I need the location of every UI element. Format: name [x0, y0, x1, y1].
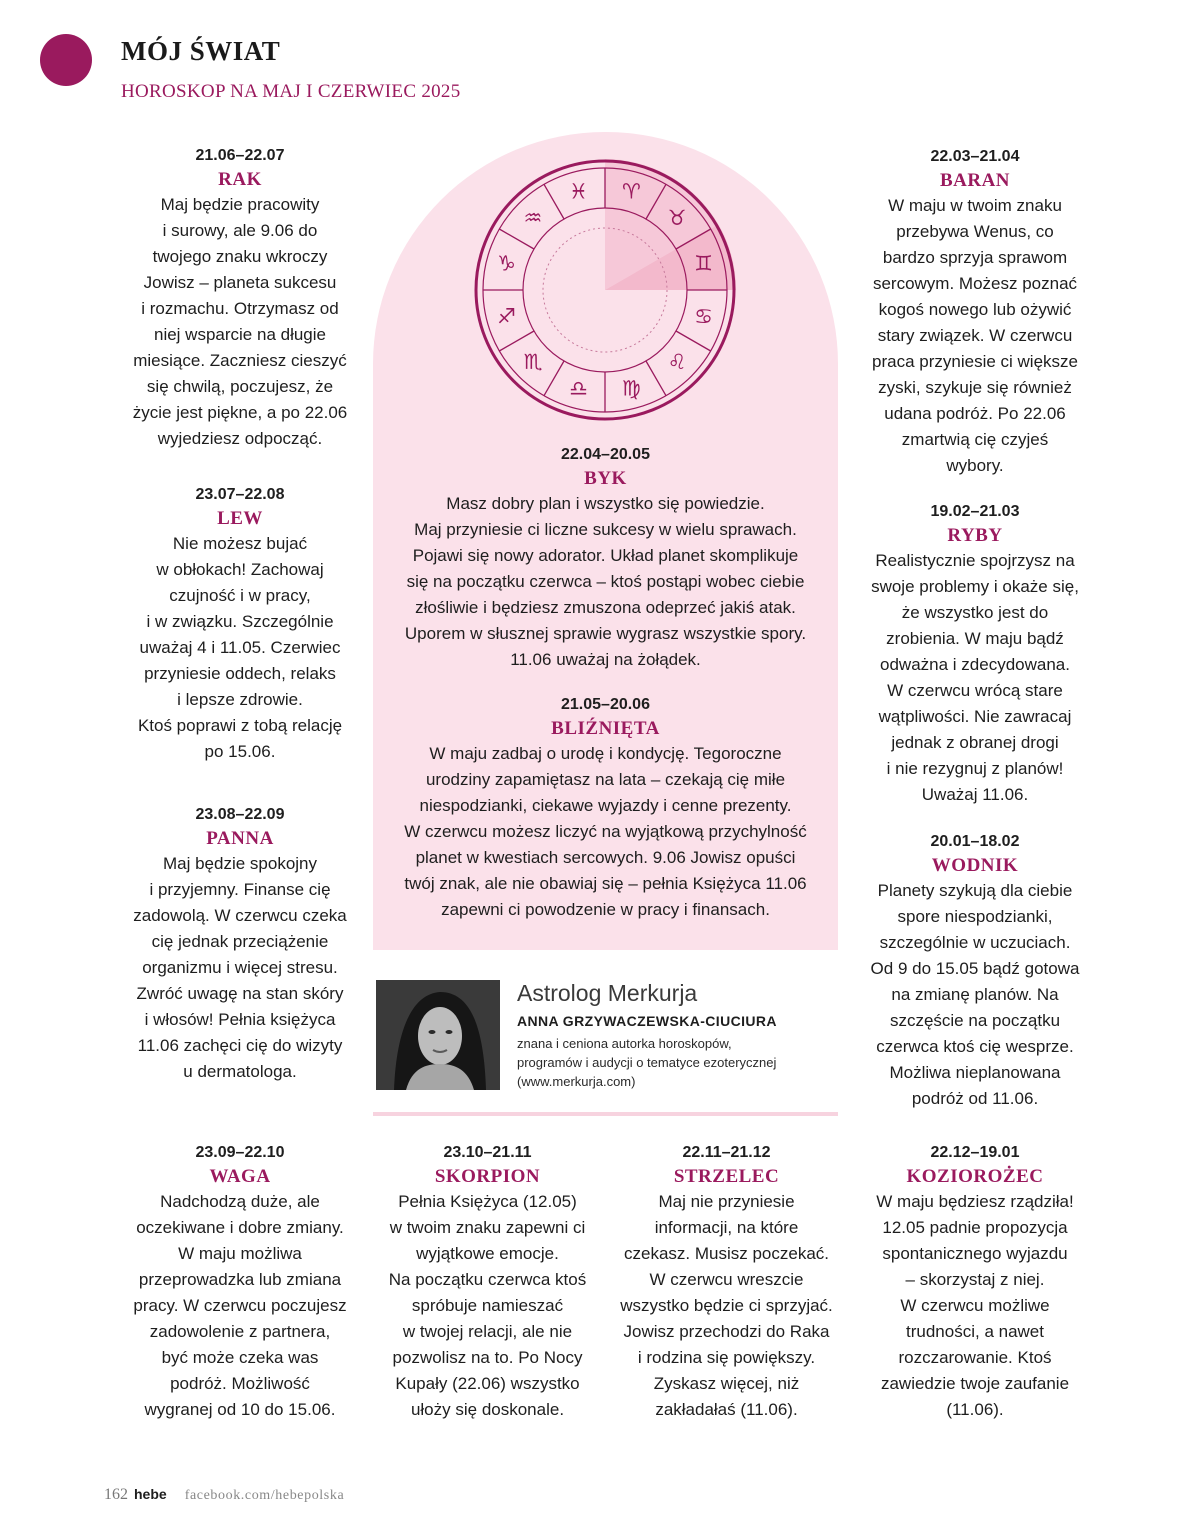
sign-text: Realistycznie spojrzysz na swoje problemy i okaże się, że wszystko jest do zrobienia. W maju bądź odważna i zdecydowana. W czerwcu wrócą stare wątpliwości. Nie zawracaj jednak z obranej drogi i nie rezygnuj z planów! Uważaj 11.06. [871, 551, 1079, 804]
sign-name: WAGA [209, 1166, 271, 1187]
sign-name: RYBY [947, 525, 1003, 546]
sign-dates: 23.10–21.11 [443, 1144, 532, 1161]
sign-koziorozec [845, 1142, 1105, 1423]
sign-byk [373, 444, 838, 673]
section-title: MÓJ ŚWIAT [121, 36, 281, 66]
sign-name: LEW [217, 508, 263, 529]
svg-text:♏: ♏ [523, 350, 543, 375]
sign-text: Planety szykują dla ciebie spore niespodzianki, szczególnie w uczuciach. Od 9 do 15.05 bądź gotowa na zmianę planów. Na szczęście na początku czerwca ktoś cię wesprze. Możliwa nieplanowana podróż od 11.06. [870, 881, 1080, 1108]
sign-panna [110, 804, 370, 1085]
author-title: Astrolog Merkurja [517, 980, 698, 1006]
svg-text:♒: ♒ [523, 205, 543, 230]
divider [373, 1112, 838, 1116]
sign-blizneta [373, 694, 838, 923]
sign-name: KOZIOROŻEC [906, 1166, 1044, 1187]
svg-text:♎: ♎ [569, 376, 589, 401]
sign-name: BLIŹNIĘTA [551, 718, 660, 739]
sign-dates: 22.03–21.04 [930, 148, 1020, 165]
sign-text: Nie możesz bujać w obłokach! Zachowaj czujność i w pracy, i w związku. Szczególnie uważaj 4 i 11.05. Czerwiec przyniesie oddech, relaks i lepsze zdrowie. Ktoś poprawi z tobą relację po 15.06. [137, 534, 343, 761]
sign-wodnik [845, 831, 1105, 1112]
sign-text: Maj nie przyniesie informacji, na które czekasz. Musisz poczekać. W czerwcu wreszcie wszystko będzie ci sprzyjać. Jowisz przechodzi do Raka i rodzina się powiększy. Zyskasz więcej, niż zakładałaś (11.06). [620, 1192, 833, 1419]
sign-baran [845, 146, 1105, 479]
sign-text: W maju zadbaj o urodę i kondycję. Tegoroczne urodziny zapamiętasz na lata – czekają cię miłe niespodzianki, ciekawe wyjazdy i cenne prezenty. W czerwcu możesz liczyć na wyjątkową przychylność planet w kwestiach sercowych. 9.06 Jowisz opuści twój znak, ale nie obawiaj się – pełnia Księżyca 11.06 zapewni ci powodzenie w pracy i finansach. [404, 744, 807, 919]
sign-ryby [845, 501, 1105, 808]
sign-name: SKORPION [434, 1166, 541, 1187]
sign-name: PANNA [206, 828, 274, 849]
page-subtitle: HOROSKOP NA MAJ I CZERWIEC 2025 [121, 81, 461, 102]
sign-strzelec [604, 1142, 849, 1423]
facebook-link[interactable]: facebook.com/hebepolska [184, 1488, 345, 1503]
svg-text:♓: ♓ [569, 179, 589, 204]
author-description: znana i ceniona autorka horoskopów, programów i audycji o tematyce ezoterycznej (www.merkurja.com) [517, 1036, 777, 1089]
page-number: 162 [104, 1486, 128, 1503]
sign-dates: 20.01–18.02 [930, 833, 1020, 850]
sign-text: Nadchodzą duże, ale oczekiwane i dobre zmiany. W maju możliwa przeprowadzka lub zmiana pracy. W czerwcu poczujesz zadowolenie z partnera, być może czeka was podróż. Możliwość wygranej od 10 do 15.06. [133, 1192, 347, 1419]
sign-dates: 22.11–21.12 [682, 1144, 771, 1161]
sign-waga [110, 1142, 370, 1423]
brand-logo: hebe [134, 1486, 167, 1502]
author-name: ANNA GRZYWACZEWSKA-CIUCIURA [517, 1013, 777, 1029]
page-footer [104, 1486, 344, 1504]
sign-name: STRZELEC [673, 1166, 780, 1187]
sign-dates: 23.08–22.09 [195, 806, 285, 823]
svg-text:♋: ♋ [694, 304, 713, 329]
svg-text:♉: ♉ [667, 205, 687, 230]
sign-text: W maju będziesz rządziła! 12.05 padnie propozycja spontanicznego wyjazdu – skorzystaj z niej. W czerwcu możliwe trudności, a nawet rozczarowanie. Ktoś zawiedzie twoje zaufanie (11.06). [876, 1192, 1074, 1419]
sign-name: WODNIK [931, 855, 1019, 876]
svg-text:♐: ♐ [497, 304, 516, 329]
sign-text: W maju w twoim znaku przebywa Wenus, co bardzo sprzyja sprawom sercowym. Możesz poznać kogoś nowego lub ożywić stary związek. W czerwcu praca przyniesie ci większe zyski, szykuje się również udana podróż. Po 22.06 zmartwią cię czyjeś wybory. [872, 196, 1078, 475]
author-photo [376, 980, 500, 1090]
sign-text: Masz dobry plan i wszystko się powiedzie. Maj przyniesie ci liczne sukcesy w wielu sprawach. Pojawi się nowy adorator. Układ planet skomplikuje się na początku czerwca – ktoś postąpi wobec ciebie złośliwie i będziesz zmuszona odeprzeć jakiś atak. Uporem w słusznej sprawie wygrasz wszystkie spory. 11.06 uważaj na żołądek. [404, 494, 807, 669]
svg-text:♊: ♊ [694, 251, 713, 276]
sign-text: Pełnia Księżyca (12.05) w twoim znaku zapewni ci wyjątkowe emocje. Na początku czerwca ktoś spróbuje namieszać w twojej relacji, ale nie pozwolisz na to. Po Nocy Kupały (22.06) wszystko ułoży się doskonale. [388, 1192, 587, 1419]
sign-dates: 23.09–22.10 [195, 1144, 285, 1161]
svg-text:♈: ♈ [621, 179, 641, 204]
svg-text:♑: ♑ [497, 251, 516, 276]
sign-text: Maj będzie pracowity i surowy, ale 9.06 do twojego znaku wkroczy Jowisz – planeta sukcesu i rozmachu. Otrzymasz od niej wsparcie na długie miesiące. Zaczniesz cieszyć się chwilą, poczujesz, że życie jest piękne, a po 22.06 wyjedziesz odpocząć. [132, 195, 348, 448]
sign-skorpion [365, 1142, 610, 1423]
zodiac-wheel-icon [474, 159, 736, 421]
sign-name: BYK [584, 468, 627, 489]
sign-name: BARAN [939, 170, 1011, 191]
sign-dates: 22.04–20.05 [561, 446, 650, 463]
sign-dates: 19.02–21.03 [930, 503, 1020, 520]
sign-dates: 21.06–22.07 [195, 147, 285, 164]
sign-dates: 22.12–19.01 [930, 1144, 1020, 1161]
svg-text:♍: ♍ [621, 376, 641, 401]
sign-lew [110, 484, 370, 765]
sign-text: Maj będzie spokojny i przyjemny. Finanse cię zadowolą. W czerwcu czeka cię jednak przeciążenie organizmu i więcej stresu. Zwróć uwagę na stan skóry i włosów! Pełnia księżyca 11.06 zachęci cię do wizyty u dermatologa. [133, 854, 347, 1081]
sign-name: RAK [218, 169, 262, 190]
svg-text:♌: ♌ [667, 350, 687, 375]
sign-dates: 21.05–20.06 [561, 696, 650, 713]
section-dot [40, 34, 92, 86]
sign-rak [110, 145, 370, 452]
sign-dates: 23.07–22.08 [195, 486, 285, 503]
